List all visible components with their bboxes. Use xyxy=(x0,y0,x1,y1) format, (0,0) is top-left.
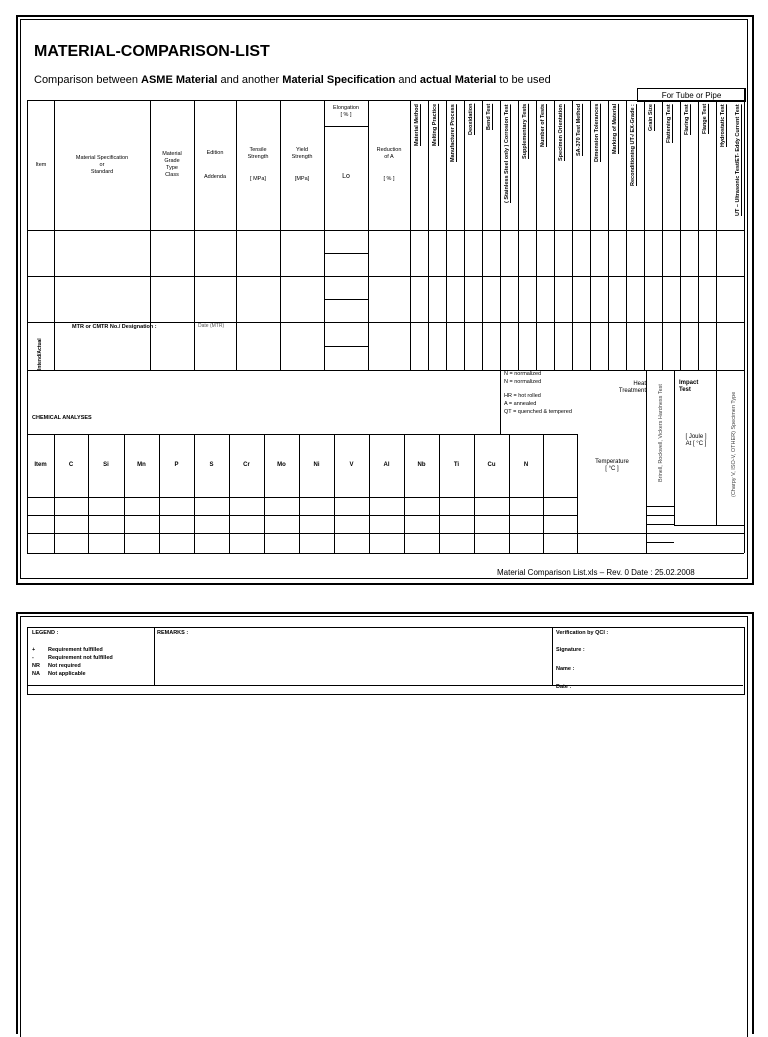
table-rule xyxy=(324,299,368,300)
table-rule xyxy=(324,126,368,127)
heat-treatment-label: Heat Treatment xyxy=(618,381,646,394)
table-rule xyxy=(464,100,465,370)
header-item xyxy=(28,100,54,230)
table-rule xyxy=(674,525,716,526)
subtitle-asme: ASME Material xyxy=(141,74,218,86)
table-rule xyxy=(744,88,745,553)
ht-line: QT = quenched & tempered xyxy=(504,409,572,415)
chem-col-c: C xyxy=(68,462,74,468)
header-grade-label: Material Grade Type Class xyxy=(162,151,182,178)
chemical-analyses-label: CHEMICAL ANALYSES xyxy=(32,415,92,421)
table-rule xyxy=(543,434,544,553)
table-rule xyxy=(572,100,573,370)
chem-col-cr: Cr xyxy=(243,462,250,468)
table-rule xyxy=(646,524,674,525)
legend-symbol: NR xyxy=(32,663,40,669)
table-rule xyxy=(27,497,577,498)
vertical-header: Deoxidation xyxy=(468,104,474,136)
header-yield-unit: [MPa] xyxy=(294,176,310,182)
chem-col-mn: Mn xyxy=(137,462,146,468)
vertical-header: Flaring Test xyxy=(684,104,690,135)
legend-item xyxy=(32,646,113,654)
table-rule xyxy=(626,100,627,370)
table-rule xyxy=(482,100,483,370)
table-rule xyxy=(646,506,674,507)
impact-unit-label: [ Joule ] At [ °C ] xyxy=(685,434,707,447)
table-rule xyxy=(368,100,369,370)
table-rule xyxy=(27,322,744,323)
table-rule xyxy=(446,100,447,370)
ht-line: HR = hot rolled xyxy=(504,393,541,399)
table-rule xyxy=(646,370,647,553)
table-rule xyxy=(590,100,591,370)
vertical-header: SA-370 Test Method xyxy=(576,104,582,157)
header-yield: Yield Strength xyxy=(291,147,313,160)
vertical-header: Grain Size xyxy=(648,104,654,131)
subtitle-part: Comparison between xyxy=(34,74,142,86)
table-rule xyxy=(27,533,744,534)
intend-actual-label: Intend/Actual xyxy=(37,338,43,370)
header-grade xyxy=(150,100,194,230)
mtr-date-label: Date (MTR) xyxy=(198,323,225,329)
table-rule xyxy=(236,100,237,370)
sheet1-footer: Material Comparison List.xls – Rev. 0 Date : 25.02.2008 xyxy=(497,568,695,577)
chem-col-s: S xyxy=(209,462,214,468)
chem-col-al: Al xyxy=(383,462,390,468)
legend-list xyxy=(32,646,113,678)
temperature-label: Temperature [ °C ] xyxy=(595,459,629,472)
vertical-header: Supplementary Tests xyxy=(522,104,528,160)
table-rule xyxy=(324,253,368,254)
subtitle-part: and another xyxy=(217,74,283,86)
subtitle-part: and xyxy=(395,74,420,86)
table-rule xyxy=(536,100,537,370)
chem-col-v: V xyxy=(349,462,354,468)
table-rule xyxy=(428,100,429,370)
chem-col-item: Item xyxy=(34,462,47,468)
page-title: MATERIAL-COMPARISON-LIST xyxy=(34,43,270,60)
remarks-label: REMARKS : xyxy=(157,630,189,636)
table-rule xyxy=(500,100,501,370)
impact-test-label: Impact Test xyxy=(679,380,699,393)
vertical-header: ( Stainless Steel only ) Corrosion Test xyxy=(504,104,510,203)
chem-col-n: N xyxy=(523,462,529,468)
table-rule xyxy=(500,370,501,434)
legend-divider xyxy=(154,627,155,685)
heat-treatment-legend xyxy=(504,370,614,416)
header-addenda: Addenda xyxy=(203,174,227,180)
vertical-header: Bend Test xyxy=(486,104,492,131)
table-rule xyxy=(27,515,577,516)
vertical-header: Dimension Tolerances xyxy=(594,104,600,163)
header-tensile-unit: [ MPa] xyxy=(250,176,266,182)
table-rule xyxy=(577,434,578,553)
vertical-header: Material Method xyxy=(414,104,420,146)
table-rule xyxy=(698,100,699,370)
table-rule xyxy=(644,100,645,370)
legend-symbol: NA xyxy=(32,671,40,677)
subtitle-actual: actual Material xyxy=(419,74,497,86)
table-rule xyxy=(716,370,717,525)
vertical-header: Reconditioning UT-/ EX-Grade : xyxy=(630,104,636,186)
table-rule xyxy=(410,100,411,370)
table-rule xyxy=(662,100,663,370)
header-item-label: Item xyxy=(35,161,47,168)
subtitle-spec: Material Specification xyxy=(282,74,396,86)
subtitle-part: to be used xyxy=(496,74,551,86)
table-rule xyxy=(680,100,681,370)
header-elongation: Elongation [ % ] xyxy=(333,105,359,118)
table-rule xyxy=(716,525,744,526)
table-rule xyxy=(518,100,519,370)
vertical-header: Specimen Orientation xyxy=(558,104,564,161)
header-reduction: Reduction of A xyxy=(376,147,402,160)
chem-col-ni: Ni xyxy=(313,462,320,468)
header-edition: Edition xyxy=(206,150,224,156)
table-rule xyxy=(716,100,717,370)
table-rule xyxy=(27,230,744,231)
chem-col-cu: Cu xyxy=(487,462,496,468)
table-rule xyxy=(324,346,368,347)
vertical-header: Melting Practice xyxy=(432,104,438,147)
legend-text: Requirement not fulfilled xyxy=(48,655,113,661)
legend-title: LEGEND : xyxy=(32,630,59,636)
table-rule xyxy=(27,553,744,554)
legend-item xyxy=(32,654,113,662)
chem-col-si: Si xyxy=(103,462,109,468)
ht-line: N = normalized xyxy=(504,379,542,385)
vertical-header: Flattening Test xyxy=(666,104,672,143)
table-rule xyxy=(324,100,325,370)
legend-text: Not applicable xyxy=(48,671,86,677)
signature-label: Signature : xyxy=(556,647,585,653)
chem-col-p: P xyxy=(174,462,179,468)
legend-item xyxy=(32,662,113,670)
table-rule xyxy=(674,370,675,525)
vertical-header: Hydrostatic Test xyxy=(720,104,726,147)
vertical-header: UT – Ultrasonic Test/ET- Eddy Current Test xyxy=(735,104,741,216)
table-rule xyxy=(554,100,555,370)
table-rule xyxy=(280,100,281,370)
legend-symbol: + xyxy=(32,647,36,653)
mtr-label: MTR or CMTR No./ Designation : xyxy=(72,324,157,330)
table-rule xyxy=(27,276,744,277)
legend-text: Requirement fulfilled xyxy=(48,647,103,653)
chem-col-mo: Mo xyxy=(277,462,286,468)
vertical-header: Manufacturer Process xyxy=(450,104,456,162)
header-spec-label: Material Specification or Standard xyxy=(75,154,129,175)
name-label: Name : xyxy=(556,666,575,672)
header-reduction-unit: [ % ] xyxy=(383,176,395,182)
header-tensile: Tensile Strength xyxy=(247,147,269,160)
chem-col-nb: Nb xyxy=(417,462,426,468)
table-rule xyxy=(27,370,744,371)
table-rule xyxy=(194,100,195,370)
remarks-divider xyxy=(552,627,553,685)
vertical-header: Number of Tests xyxy=(540,104,546,147)
chem-col-ti: Ti xyxy=(453,462,460,468)
legend-item xyxy=(32,670,113,678)
ht-line: A = annealed xyxy=(504,401,537,407)
ht-line: N = normalized xyxy=(504,371,542,377)
vertical-header: Flange Test xyxy=(702,104,708,135)
header-lo: Lo xyxy=(342,173,350,180)
table-rule xyxy=(646,542,674,543)
tube-or-pipe-label: For Tube or Pipe xyxy=(661,90,722,100)
legend-box-bottom xyxy=(27,685,743,686)
hardness-test-label: Brinell, Rockwell, Vickers Hardness Test xyxy=(658,384,664,482)
subtitle xyxy=(34,74,551,86)
date-label: Date : xyxy=(556,684,572,690)
verification-label: Verification by QCI : xyxy=(556,630,609,636)
table-rule xyxy=(646,515,674,516)
table-rule xyxy=(608,100,609,370)
legend-symbol: - xyxy=(32,655,34,661)
legend-text: Not required xyxy=(48,663,81,669)
header-spec xyxy=(54,100,150,230)
vertical-header: Marking of Material xyxy=(612,104,618,155)
specimen-type-label: (Charpy V, ISO-V, OTHER) Specimen Type xyxy=(731,391,737,497)
